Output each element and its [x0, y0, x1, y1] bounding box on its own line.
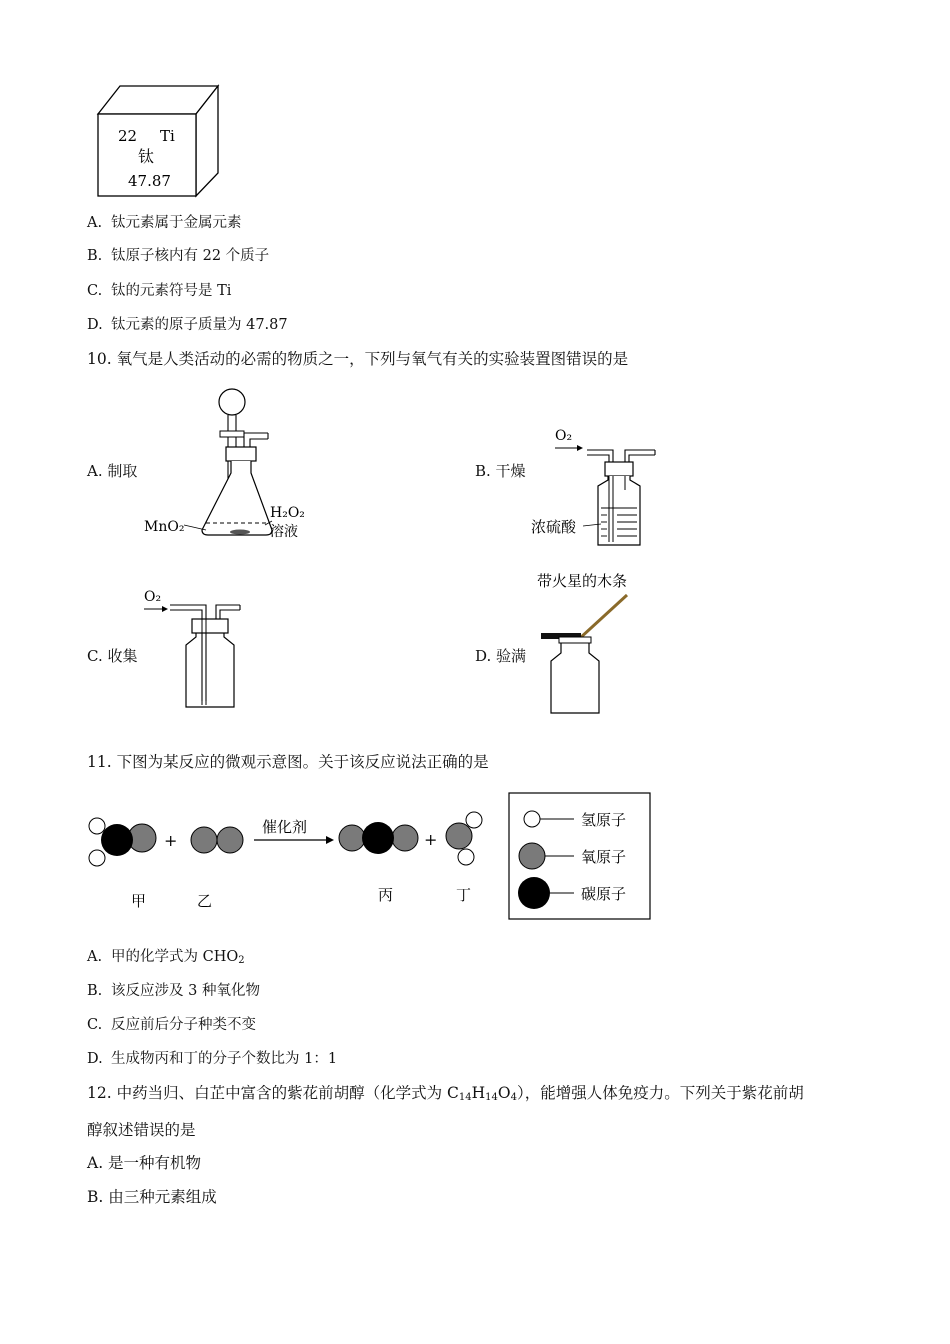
q12-stem-line2: 醇叙述错误的是: [87, 1121, 196, 1139]
q12-option-a: A. 是一种有机物: [87, 1154, 202, 1172]
figure-oxygen-verification: [535, 565, 665, 720]
plus-2: +: [424, 830, 438, 849]
q11-option-d: D. 生成物丙和丁的分子个数比为 1：1: [87, 1051, 338, 1067]
label-ding: 丁: [456, 886, 472, 904]
q10-option-b: B. 干燥: [475, 462, 526, 480]
element-symbol: Ti: [160, 127, 175, 145]
atomic-number: 22: [118, 127, 138, 145]
label-yi: 乙: [197, 892, 213, 910]
q9-option-a: A. 钛元素属于金属元素: [87, 215, 242, 231]
label-o2-b: O₂: [555, 428, 573, 444]
q12-option-b: B. 由三种元素组成: [87, 1188, 217, 1206]
q12-stem-line1: 12. 中药当归、白芷中富含的紫花前胡醇（化学式为 $C_{14}H_{14}O_4$），能增强人体免疫力。下列关于紫花前胡: [87, 1084, 804, 1103]
figure-oxygen-collection: [140, 585, 250, 715]
q10-option-d: D. 验满: [475, 647, 527, 665]
q9-option-b: B. 钛原子核内有 22 个质子: [87, 248, 270, 264]
label-splint: 带火星的木条: [537, 572, 628, 590]
element-card: [90, 80, 230, 205]
reaction-diagram: [84, 788, 664, 928]
q11-option-b: B. 该反应涉及 3 种氧化物: [87, 983, 260, 999]
legend-oxygen: 氧原子: [581, 848, 627, 866]
q10-option-a: A. 制取: [87, 462, 138, 480]
label-solution: 溶液: [270, 524, 298, 540]
legend-carbon: 碳原子: [581, 885, 627, 903]
q9-option-d: D. 钛元素的原子质量为 47.87: [87, 317, 288, 333]
label-sulfuric-acid: 浓硫酸: [531, 518, 577, 536]
q10-stem: 10. 氧气是人类活动的必需的物质之一，下列与氧气有关的实验装置图错误的是: [87, 350, 629, 368]
legend-hydrogen: 氢原子: [581, 811, 627, 829]
label-o2-c: O₂: [144, 589, 162, 605]
label-mno2: MnO₂: [144, 519, 185, 535]
q11-option-a: A. 甲的化学式为 $CHO_2$: [87, 949, 245, 966]
label-h2o2: H₂O₂: [270, 505, 305, 521]
label-jia: 甲: [131, 892, 147, 910]
q10-option-c: C. 收集: [87, 647, 138, 665]
q11-option-c: C. 反应前后分子种类不变: [87, 1017, 256, 1033]
label-bing: 丙: [378, 886, 394, 904]
atomic-mass: 47.87: [128, 172, 171, 190]
catalyst-label: 催化剂: [262, 818, 308, 836]
plus-1: +: [164, 831, 178, 850]
q9-option-c: C. 钛的元素符号是 Ti: [87, 283, 232, 299]
figure-oxygen-drying: [525, 420, 665, 550]
element-name: 钛: [138, 147, 155, 166]
q11-stem: 11. 下图为某反应的微观示意图。关于该反应说法正确的是: [87, 753, 489, 771]
figure-oxygen-generation: [140, 385, 320, 550]
